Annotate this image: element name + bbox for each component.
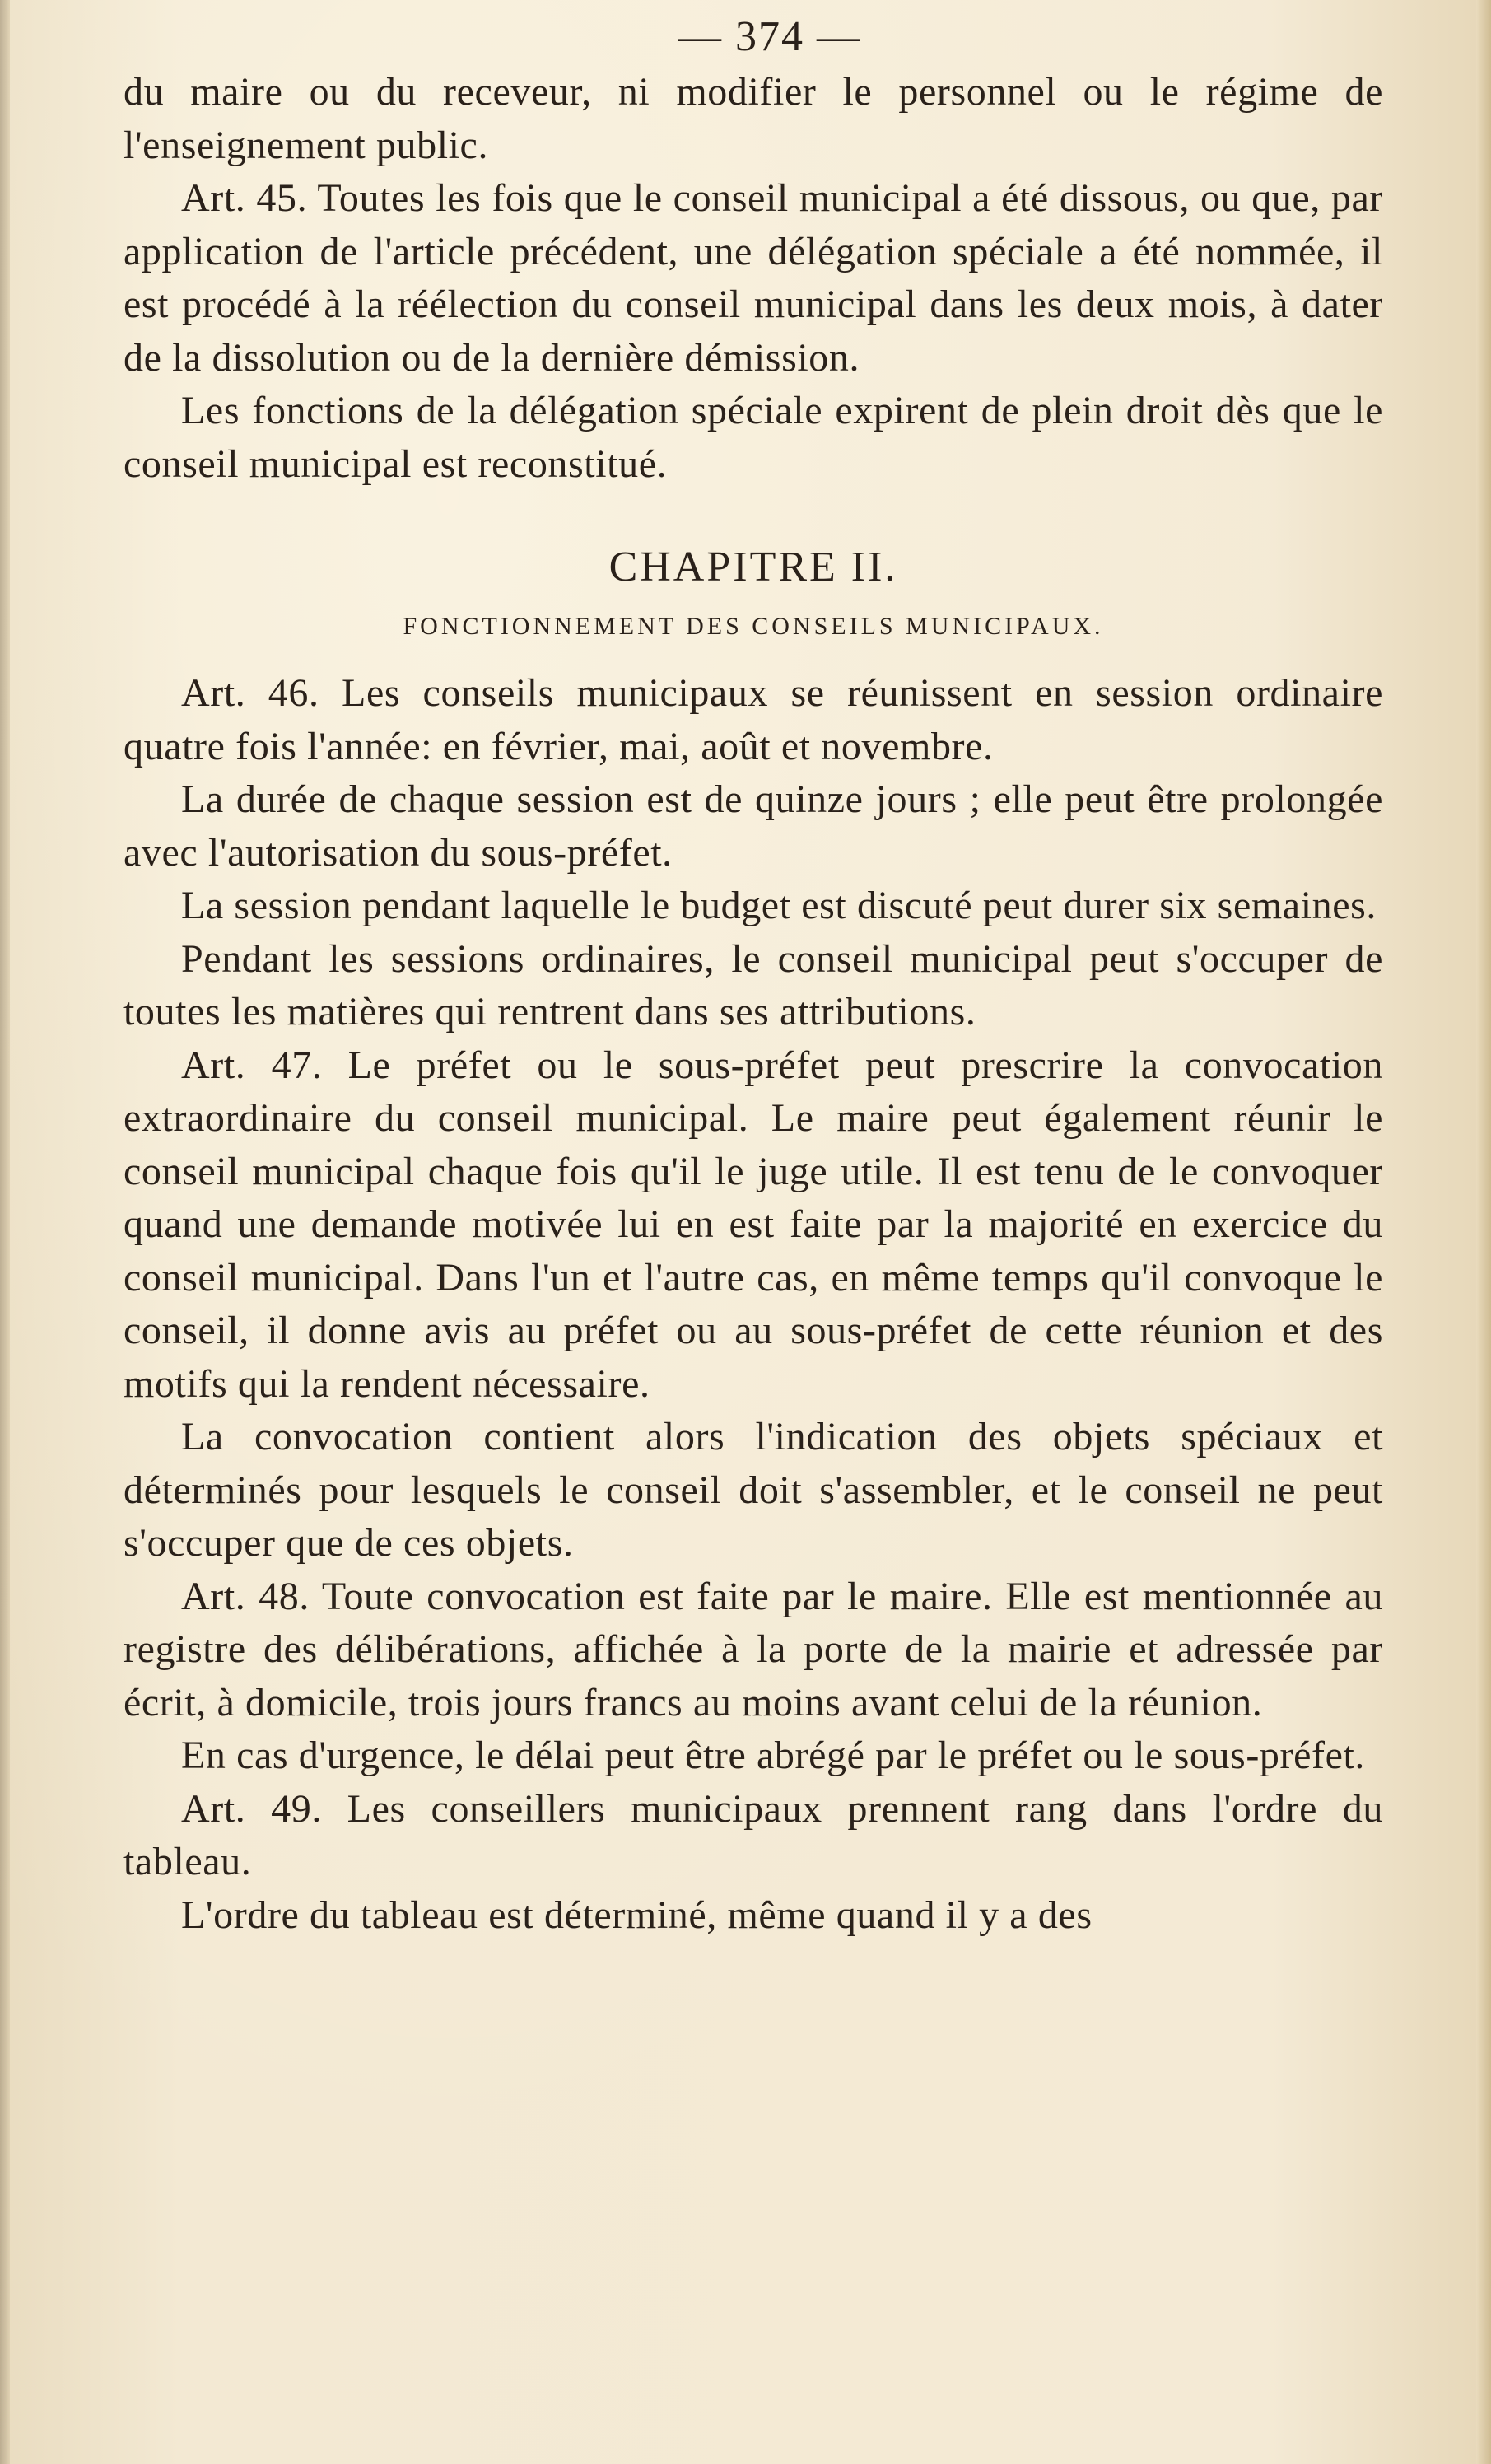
paragraph-article-46: Art. 46. Les conseils municipaux se réunissent en session ordinaire quatre fois l'année: en février, mai, août et novembre. — [123, 671, 1383, 768]
chapter-subtitle: FONCTIONNEMENT DES CONSEILS MUNICIPAUX. — [403, 613, 1104, 640]
paragraph: du maire ou du receveur, ni modifier le personnel ou le régime de l'enseignement public. — [123, 70, 1383, 167]
text-block-after-chapter — [123, 667, 1383, 1942]
paragraph: La durée de chaque session est de quinze jours ; elle peut être prolongée avec l'autorisation du sous-préfet. — [123, 777, 1383, 875]
page-content — [123, 8, 1383, 1942]
paragraph-article-45: Art. 45. Toutes les fois que le conseil municipal a été dissous, ou que, par application de l'article précédent, une délégation spéciale a été nommée, il est procédé à la réélection du conseil municipal dans les deux mois, à dater de la dissolution ou de la dernière démission. — [123, 176, 1383, 380]
paragraph: Pendant les sessions ordinaires, le conseil municipal peut s'occuper de toutes les matières qui rentrent dans ses attributions. — [123, 936, 1383, 1034]
page-number: — 374 — — [678, 13, 861, 60]
text-block-before-chapter — [123, 66, 1383, 491]
chapter-title: CHAPITRE II. — [608, 544, 898, 590]
page-left-edge — [0, 0, 10, 2464]
paragraph-article-49: Art. 49. Les conseillers municipaux prennent rang dans l'ordre du tableau. — [123, 1786, 1383, 1883]
page-right-edge — [1476, 0, 1491, 2464]
paragraph: La session pendant laquelle le budget est discuté peut durer six semaines. — [181, 884, 1377, 927]
paragraph-article-47: Art. 47. Le préfet ou le sous-préfet peut prescrire la convocation extraordinaire du conseil municipal. Le maire peut également réunir le conseil municipal chaque fois qu'il le juge utile. Il est tenu de le convoquer quand une demande motivée lui en est faite par la majorité en exercice du conseil municipal. Dans l'un et l'autre cas, en même temps qu'il convoque le conseil, il donne avis au préfet ou au sous-préfet de cette réunion et des motifs qui la rendent nécessaire. — [123, 1043, 1383, 1406]
paragraph-article-48: Art. 48. Toute convocation est faite par le maire. Elle est mentionnée au registre des délibérations, affichée à la porte de la mairie et adressée par écrit, à domicile, trois jours francs au moins avant celui de la réunion. — [123, 1574, 1383, 1724]
paragraph: La convocation contient alors l'indication des objets spéciaux et déterminés pour lesquels le conseil doit s'assembler, et le conseil ne peut s'occuper que de ces objets. — [123, 1415, 1383, 1565]
paragraph: L'ordre du tableau est déterminé, même quand il y a des — [181, 1892, 1093, 1937]
paragraph: Les fonctions de la délégation spéciale expirent de plein droit dès que le conseil municipal est reconstitué. — [123, 389, 1383, 486]
paragraph: En cas d'urgence, le délai peut être abrégé par le préfet ou le sous-préfet. — [181, 1734, 1366, 1777]
